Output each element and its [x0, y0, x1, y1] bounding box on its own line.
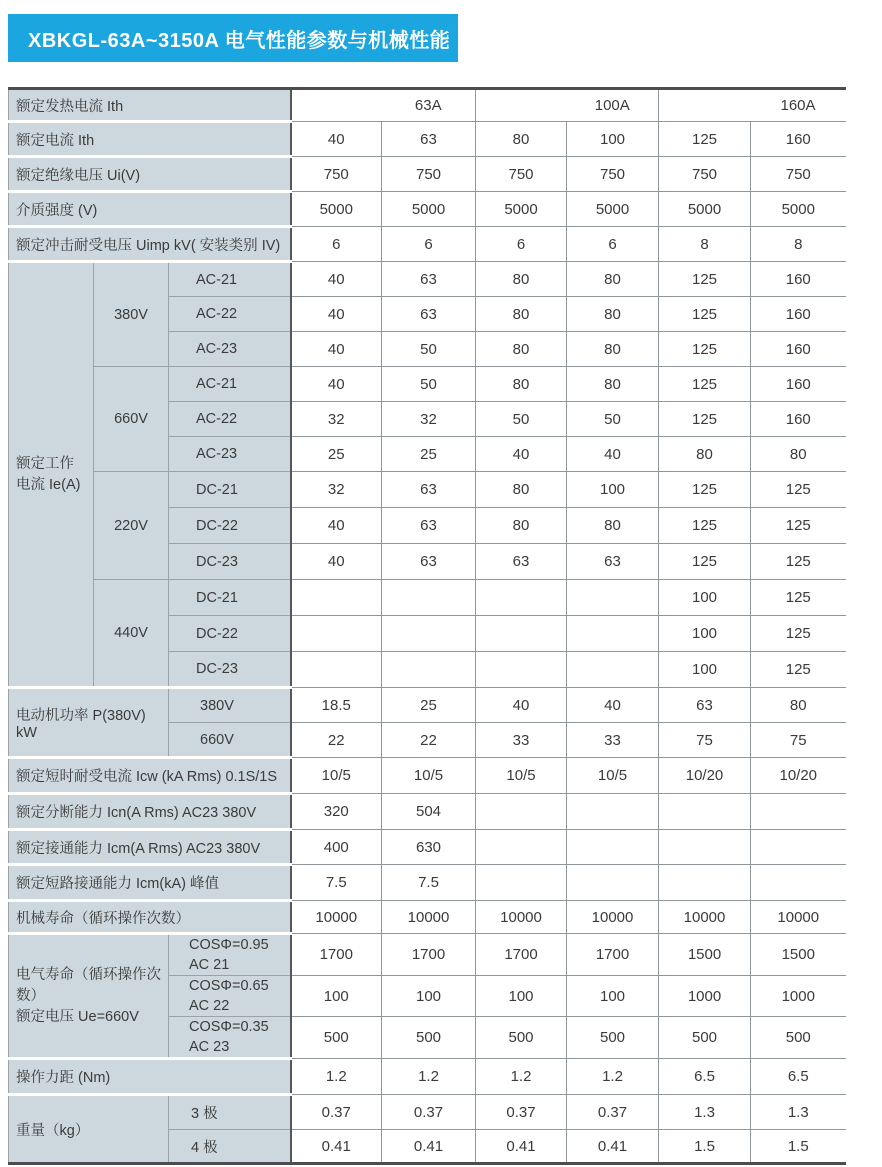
value-cell: 1700 — [291, 934, 382, 976]
value-cell: 63 — [382, 297, 476, 332]
value-cell: 100 — [659, 616, 751, 652]
row-label: 额定电流 Ith — [9, 122, 291, 157]
category-label: DC-23 — [169, 652, 291, 688]
value-cell: 80 — [567, 332, 659, 367]
sub-label-line: AC 21 — [189, 957, 230, 973]
value-cell: 22 — [382, 723, 476, 758]
value-cell: 500 — [751, 1017, 846, 1059]
table-row — [9, 688, 846, 723]
value-cell: 80 — [567, 367, 659, 402]
value-cell: 63 — [659, 688, 751, 723]
value-cell: 500 — [567, 1017, 659, 1059]
value-cell: 0.41 — [291, 1130, 382, 1164]
value-cell: 7.5 — [291, 865, 382, 901]
value-cell: 40 — [291, 122, 382, 157]
row-label: 额定绝缘电压 Ui(V) — [9, 157, 291, 192]
value-cell: 100 — [567, 472, 659, 508]
row-label: 额定冲击耐受电压 Uimp kV( 安装类别 IV) — [9, 227, 291, 262]
value-cell: 8 — [751, 227, 846, 262]
value-cell: 80 — [751, 437, 846, 472]
value-cell: 33 — [476, 723, 567, 758]
value-cell: 400 — [291, 830, 382, 865]
group-header-spacer — [476, 89, 567, 122]
value-cell: 160 — [751, 332, 846, 367]
value-cell: 0.41 — [567, 1130, 659, 1164]
sub-label — [169, 1017, 291, 1059]
value-cell: 25 — [382, 437, 476, 472]
value-cell: 50 — [382, 332, 476, 367]
value-cell: 10/5 — [476, 758, 567, 794]
value-cell: 32 — [382, 402, 476, 437]
sub-label: 380V — [169, 688, 291, 723]
value-cell: 5000 — [476, 192, 567, 227]
category-label: DC-23 — [169, 544, 291, 580]
value-cell: 630 — [382, 830, 476, 865]
value-cell: 1.2 — [382, 1059, 476, 1095]
group-header: 160A — [751, 89, 846, 122]
value-cell: 125 — [659, 508, 751, 544]
value-cell: 500 — [659, 1017, 751, 1059]
value-cell: 160 — [751, 367, 846, 402]
section-label: 重量（kg） — [9, 1095, 169, 1164]
value-cell: 750 — [567, 157, 659, 192]
value-cell: 80 — [476, 508, 567, 544]
value-cell: 40 — [476, 437, 567, 472]
value-cell — [567, 616, 659, 652]
value-cell: 320 — [291, 794, 382, 830]
value-cell: 80 — [476, 367, 567, 402]
value-cell: 7.5 — [382, 865, 476, 901]
value-cell: 0.37 — [567, 1095, 659, 1130]
value-cell — [659, 794, 751, 830]
value-cell: 63 — [382, 544, 476, 580]
value-cell: 750 — [382, 157, 476, 192]
row-label: 额定接通能力 Icm(A Rms) AC23 380V — [9, 830, 291, 865]
value-cell: 40 — [291, 332, 382, 367]
value-cell: 125 — [659, 262, 751, 297]
value-cell: 160 — [751, 297, 846, 332]
row-label: 机械寿命（循环操作次数） — [9, 901, 291, 934]
value-cell: 32 — [291, 472, 382, 508]
value-cell — [291, 652, 382, 688]
sub-label-line: COSΦ=0.35 — [189, 1019, 269, 1035]
sub-label-line: COSΦ=0.95 — [189, 937, 269, 953]
table-row — [9, 794, 846, 830]
group-header: 100A — [567, 89, 659, 122]
value-cell: 10/20 — [751, 758, 846, 794]
value-cell: 75 — [659, 723, 751, 758]
value-cell: 1.3 — [751, 1095, 846, 1130]
value-cell: 80 — [476, 472, 567, 508]
value-cell: 10000 — [567, 901, 659, 934]
value-cell: 1.2 — [291, 1059, 382, 1095]
value-cell: 50 — [476, 402, 567, 437]
value-cell: 1.2 — [476, 1059, 567, 1095]
value-cell — [659, 830, 751, 865]
value-cell: 1000 — [659, 976, 751, 1017]
category-label: AC-23 — [169, 437, 291, 472]
category-label: AC-22 — [169, 402, 291, 437]
value-cell: 63 — [567, 544, 659, 580]
value-cell: 40 — [291, 367, 382, 402]
value-cell — [567, 794, 659, 830]
value-cell: 80 — [751, 688, 846, 723]
value-cell: 10000 — [476, 901, 567, 934]
value-cell — [291, 616, 382, 652]
value-cell: 32 — [291, 402, 382, 437]
value-cell: 80 — [659, 437, 751, 472]
sub-label-line: AC 23 — [189, 1039, 230, 1055]
value-cell: 25 — [382, 688, 476, 723]
section-label-line: 额定工作 — [16, 455, 74, 472]
value-cell: 6.5 — [751, 1059, 846, 1095]
value-cell: 0.37 — [382, 1095, 476, 1130]
value-cell — [476, 652, 567, 688]
value-cell: 80 — [476, 297, 567, 332]
value-cell: 1700 — [476, 934, 567, 976]
table-row — [9, 89, 846, 122]
value-cell: 0.41 — [476, 1130, 567, 1164]
value-cell: 500 — [291, 1017, 382, 1059]
value-cell: 125 — [659, 332, 751, 367]
value-cell: 1700 — [567, 934, 659, 976]
value-cell: 5000 — [291, 192, 382, 227]
value-cell — [567, 830, 659, 865]
value-cell: 5000 — [751, 192, 846, 227]
value-cell: 40 — [291, 508, 382, 544]
row-label: 额定分断能力 Icn(A Rms) AC23 380V — [9, 794, 291, 830]
section-label-line: 电流 Ie(A) — [16, 476, 81, 493]
value-cell — [382, 652, 476, 688]
category-label: DC-21 — [169, 472, 291, 508]
value-cell: 750 — [291, 157, 382, 192]
value-cell: 6 — [567, 227, 659, 262]
value-cell: 18.5 — [291, 688, 382, 723]
value-cell: 5000 — [659, 192, 751, 227]
value-cell — [382, 580, 476, 616]
value-cell: 125 — [751, 616, 846, 652]
value-cell: 10/5 — [567, 758, 659, 794]
value-cell: 100 — [291, 976, 382, 1017]
voltage-label: 380V — [94, 262, 169, 367]
page-title: XBKGL-63A~3150A 电气性能参数与机械性能 — [28, 29, 451, 52]
value-cell: 504 — [382, 794, 476, 830]
value-cell: 5000 — [567, 192, 659, 227]
value-cell: 1500 — [659, 934, 751, 976]
value-cell — [567, 580, 659, 616]
value-cell: 40 — [567, 437, 659, 472]
category-label: DC-22 — [169, 616, 291, 652]
table-row — [9, 901, 846, 934]
value-cell — [751, 830, 846, 865]
value-cell: 1.3 — [659, 1095, 751, 1130]
value-cell: 80 — [476, 122, 567, 157]
value-cell: 1.5 — [659, 1130, 751, 1164]
section-label-line: 电气寿命（循环操作次数） — [16, 966, 161, 1004]
value-cell: 0.41 — [382, 1130, 476, 1164]
value-cell: 1000 — [751, 976, 846, 1017]
value-cell — [476, 830, 567, 865]
value-cell: 80 — [567, 262, 659, 297]
category-label: DC-22 — [169, 508, 291, 544]
value-cell — [476, 794, 567, 830]
value-cell: 100 — [382, 976, 476, 1017]
value-cell: 125 — [659, 297, 751, 332]
value-cell — [659, 865, 751, 901]
category-label: AC-21 — [169, 367, 291, 402]
voltage-label: 440V — [94, 580, 169, 688]
value-cell: 40 — [291, 297, 382, 332]
value-cell — [476, 865, 567, 901]
value-cell: 40 — [567, 688, 659, 723]
value-cell: 6 — [476, 227, 567, 262]
value-cell — [751, 865, 846, 901]
table-row — [9, 1095, 846, 1130]
title-banner — [8, 14, 458, 62]
value-cell: 80 — [476, 332, 567, 367]
voltage-label: 660V — [94, 367, 169, 472]
value-cell: 6 — [382, 227, 476, 262]
value-cell: 125 — [659, 472, 751, 508]
value-cell: 100 — [567, 976, 659, 1017]
value-cell: 125 — [659, 544, 751, 580]
value-cell: 63 — [382, 262, 476, 297]
value-cell: 22 — [291, 723, 382, 758]
value-cell: 100 — [476, 976, 567, 1017]
value-cell: 125 — [751, 544, 846, 580]
value-cell — [291, 580, 382, 616]
table-row — [9, 157, 846, 192]
value-cell: 10/20 — [659, 758, 751, 794]
category-label: DC-21 — [169, 580, 291, 616]
value-cell: 125 — [751, 580, 846, 616]
sub-label — [169, 976, 291, 1017]
value-cell: 0.37 — [291, 1095, 382, 1130]
row-label: 额定短路接通能力 Icm(kA) 峰值 — [9, 865, 291, 901]
spec-table — [8, 87, 846, 1165]
table-row — [9, 227, 846, 262]
value-cell — [382, 616, 476, 652]
value-cell: 125 — [659, 402, 751, 437]
row-label: 操作力距 (Nm) — [9, 1059, 291, 1095]
value-cell: 25 — [291, 437, 382, 472]
row-label: 额定短时耐受电流 Icw (kA Rms) 0.1S/1S — [9, 758, 291, 794]
value-cell: 10000 — [382, 901, 476, 934]
value-cell: 10000 — [751, 901, 846, 934]
category-label: AC-22 — [169, 297, 291, 332]
value-cell: 10/5 — [382, 758, 476, 794]
value-cell: 10/5 — [291, 758, 382, 794]
section-label-line: 额定电压 Ue=660V — [16, 1008, 139, 1025]
value-cell — [751, 794, 846, 830]
value-cell: 750 — [476, 157, 567, 192]
sub-label: 4 极 — [169, 1130, 291, 1164]
sub-label-line: COSΦ=0.65 — [189, 978, 269, 994]
group-header: 63A — [382, 89, 476, 122]
value-cell: 40 — [476, 688, 567, 723]
value-cell: 1500 — [751, 934, 846, 976]
value-cell: 40 — [291, 262, 382, 297]
value-cell: 125 — [751, 472, 846, 508]
value-cell — [476, 580, 567, 616]
value-cell: 1.2 — [567, 1059, 659, 1095]
voltage-label: 220V — [94, 472, 169, 580]
table-row — [9, 830, 846, 865]
value-cell: 75 — [751, 723, 846, 758]
value-cell: 125 — [751, 652, 846, 688]
section-label: 电动机功率 P(380V) kW — [9, 688, 169, 758]
value-cell: 80 — [567, 508, 659, 544]
value-cell: 63 — [382, 472, 476, 508]
table-row — [9, 1059, 846, 1095]
value-cell: 100 — [659, 652, 751, 688]
table-row — [9, 122, 846, 157]
value-cell: 63 — [382, 122, 476, 157]
group-header-spacer — [659, 89, 751, 122]
value-cell: 750 — [751, 157, 846, 192]
value-cell: 1700 — [382, 934, 476, 976]
value-cell: 500 — [382, 1017, 476, 1059]
value-cell: 63 — [476, 544, 567, 580]
value-cell: 10000 — [291, 901, 382, 934]
table-row — [9, 192, 846, 227]
table-row — [9, 934, 846, 976]
category-label: AC-21 — [169, 262, 291, 297]
value-cell: 750 — [659, 157, 751, 192]
value-cell: 50 — [382, 367, 476, 402]
value-cell: 100 — [567, 122, 659, 157]
value-cell: 160 — [751, 122, 846, 157]
category-label: AC-23 — [169, 332, 291, 367]
value-cell: 50 — [567, 402, 659, 437]
group-header-spacer — [291, 89, 382, 122]
table-row — [9, 865, 846, 901]
value-cell: 160 — [751, 262, 846, 297]
value-cell: 5000 — [382, 192, 476, 227]
table-row — [9, 367, 846, 402]
value-cell: 6.5 — [659, 1059, 751, 1095]
value-cell: 125 — [751, 508, 846, 544]
value-cell: 8 — [659, 227, 751, 262]
value-cell: 10000 — [659, 901, 751, 934]
value-cell: 125 — [659, 122, 751, 157]
value-cell — [476, 616, 567, 652]
value-cell — [567, 652, 659, 688]
value-cell: 500 — [476, 1017, 567, 1059]
table-row — [9, 758, 846, 794]
table-row — [9, 580, 846, 616]
row-label: 额定发热电流 Ith — [9, 89, 291, 122]
value-cell: 80 — [476, 262, 567, 297]
value-cell: 125 — [659, 367, 751, 402]
value-cell: 6 — [291, 227, 382, 262]
value-cell: 63 — [382, 508, 476, 544]
table-row — [9, 262, 846, 297]
sub-label-line: AC 22 — [189, 998, 230, 1014]
table-row — [9, 472, 846, 508]
section-label — [9, 262, 94, 688]
value-cell: 33 — [567, 723, 659, 758]
value-cell: 0.37 — [476, 1095, 567, 1130]
row-label: 介质强度 (V) — [9, 192, 291, 227]
sub-label: 3 极 — [169, 1095, 291, 1130]
value-cell: 40 — [291, 544, 382, 580]
sub-label — [169, 934, 291, 976]
value-cell: 80 — [567, 297, 659, 332]
value-cell — [567, 865, 659, 901]
section-label — [9, 934, 169, 1059]
sub-label: 660V — [169, 723, 291, 758]
value-cell: 160 — [751, 402, 846, 437]
value-cell: 100 — [659, 580, 751, 616]
value-cell: 1.5 — [751, 1130, 846, 1164]
